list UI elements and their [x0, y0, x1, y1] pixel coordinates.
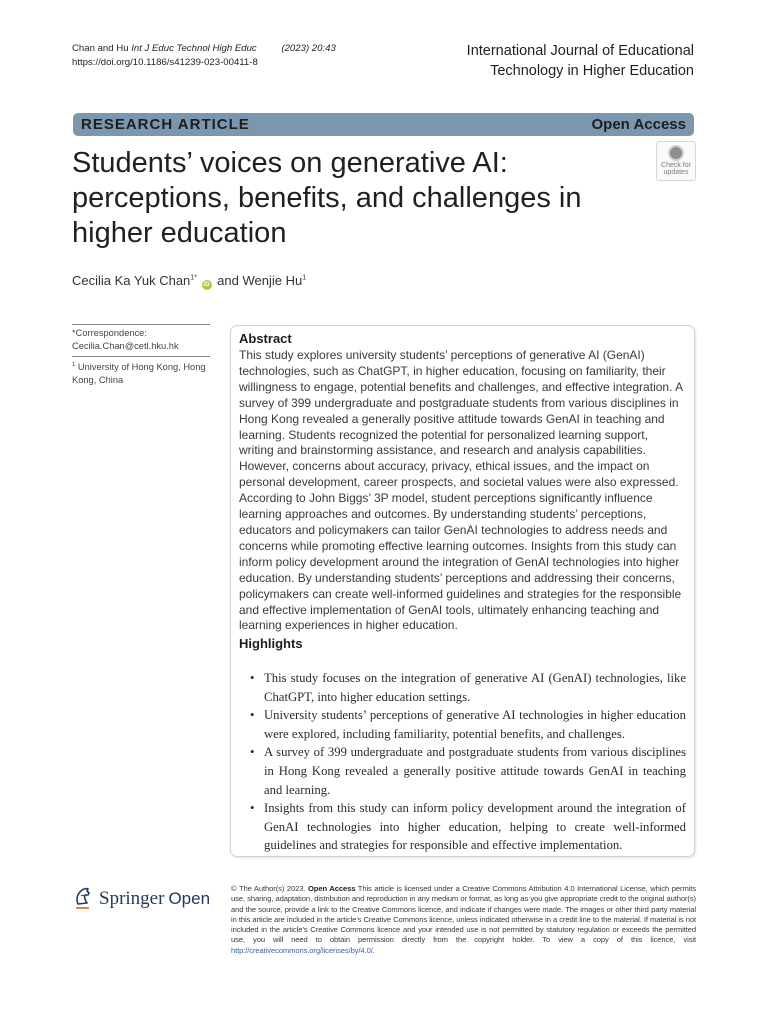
- highlights-list: [248, 669, 686, 855]
- correspondence-sidebar: [72, 324, 210, 387]
- journal-name: [467, 41, 694, 81]
- correspondence-email[interactable]: Cecilia.Chan@cetl.hku.hk: [72, 341, 179, 351]
- abstract-heading: Abstract: [239, 331, 292, 346]
- author-affiliation-marker: 1: [302, 274, 307, 282]
- license-end: .: [372, 945, 375, 955]
- divider: [72, 324, 210, 325]
- abstract-text: This study explores university students’ perceptions of generative AI (GenAI) technologies, such as ChatGPT, in higher education, focusing on familiarity, their willingness to engage, potential benefits and challenges, and effective integration. A survey of 399 undergraduate and postgraduate students from various disciplines in Hong Kong revealed a generally positive attitude towards GenAI in teaching and learning. Students recognized the potential for personalized learning support, writing and brainstorming assistance, and research and analysis capabilities. However, concerns about accuracy, privacy, ethical issues, and the impact on personal development, career prospects, and societal values were also expressed. According to John Biggs’ 3P model, student perceptions significantly influence learning approaches and outcomes. By understanding students’ perceptions, educators and policymakers can tailor GenAI technologies to address needs and concerns while promoting effective learning outcomes. Insights from this study can inform policy development around the integration of GenAI technologies into higher education. By understanding students’ perceptions and addressing their concerns, policymakers can create well-informed guidelines and strategies for the responsible and effective implementation of GenAI tools, ultimately enhancing teaching and learning experiences in higher education.: [239, 348, 683, 633]
- publisher-suffix: Open: [168, 889, 211, 908]
- open-access-bold: Open Access: [307, 884, 356, 893]
- journal-name-line2: Technology in Higher Education: [490, 63, 694, 79]
- orcid-icon[interactable]: iD: [203, 282, 210, 288]
- article-title: Students’ voices on generative AI: perceptions, benefits, and challenges in higher education: [72, 147, 582, 249]
- check-for-updates-button[interactable]: [656, 141, 696, 181]
- springer-horse-icon: [73, 886, 93, 912]
- author-name[interactable]: Cecilia Ka Yuk Chan: [72, 273, 191, 288]
- citation-block: [72, 42, 336, 70]
- affiliation-marker: 1: [72, 362, 76, 368]
- author-conjunction: and: [213, 273, 243, 288]
- license-statement: [231, 884, 696, 956]
- citation-authors: Chan and Hu: [72, 43, 129, 54]
- check-updates-line2: updates: [663, 169, 689, 176]
- journal-name-line1: International Journal of Educational: [466, 43, 694, 59]
- divider: [72, 356, 210, 357]
- affiliation: [72, 359, 210, 387]
- highlight-item: • This study focuses on the integration of generative AI (GenAI) technologies, like ChatGPT, into higher education settings.: [248, 669, 686, 706]
- author-affiliation-marker: 1*: [190, 274, 197, 282]
- affiliation-text: University of Hong Kong, Hong Kong, China: [72, 362, 206, 386]
- crossmark-icon: [668, 145, 684, 161]
- author-name[interactable]: Wenjie Hu: [242, 273, 303, 288]
- citation-year-volume: (2023) 20:43: [281, 43, 336, 54]
- correspondence-label: *Correspondence:: [72, 328, 147, 338]
- copyright-text: © The Author(s) 2023.: [231, 884, 308, 893]
- check-updates-line1: Check for: [661, 162, 691, 169]
- highlight-item: • University students’ perceptions of generative AI technologies in higher education were explored, including familiarity, potential benefits, and challenges.: [248, 706, 686, 743]
- license-link[interactable]: http://creativecommons.org/licenses/by/4.0/: [231, 945, 373, 955]
- highlight-item: • A survey of 399 undergraduate and postgraduate students from various disciplines in Hong Kong revealed a generally positive attitude towards GenAI in teaching and learning.: [248, 743, 686, 799]
- open-access-label: Open Access: [591, 116, 686, 133]
- citation-line: [72, 42, 336, 56]
- author-list: [72, 273, 306, 290]
- highlight-item: • Insights from this study can inform policy development around the integration of GenAI technologies into higher education, helping to create well-informed guidelines and strategies for responsible and effective implementation.: [248, 799, 686, 855]
- article-type-banner: [73, 113, 694, 136]
- doi-link[interactable]: https://doi.org/10.1186/s41239-023-00411-8: [72, 57, 258, 68]
- publisher-name: Springer: [99, 888, 165, 909]
- citation-journal: Int J Educ Technol High Educ: [131, 43, 257, 54]
- license-body: This article is licensed under a Creative Commons Attribution 4.0 International License, which permits use, sharing, adaptation, distribution and reproduction in any medium or format, as long as you give appropriate credit to the original author(s) and the source, provide a link to the Creative Commons licence, and indicate if changes were made. The images or other third party material in this article are included in the article’s Creative Commons licence, unless indicated otherwise in a credit line to the material. If material is not included in the article’s Creative Commons licence and your intended use is not permitted by statutory regulation or exceeds the permitted use, you will need to obtain permission directly from the copyright holder. To view a copy of this licence, visit: [231, 884, 696, 945]
- publisher-logo: [73, 886, 210, 912]
- highlights-heading: Highlights: [239, 636, 303, 651]
- article-type-label: RESEARCH ARTICLE: [81, 116, 250, 133]
